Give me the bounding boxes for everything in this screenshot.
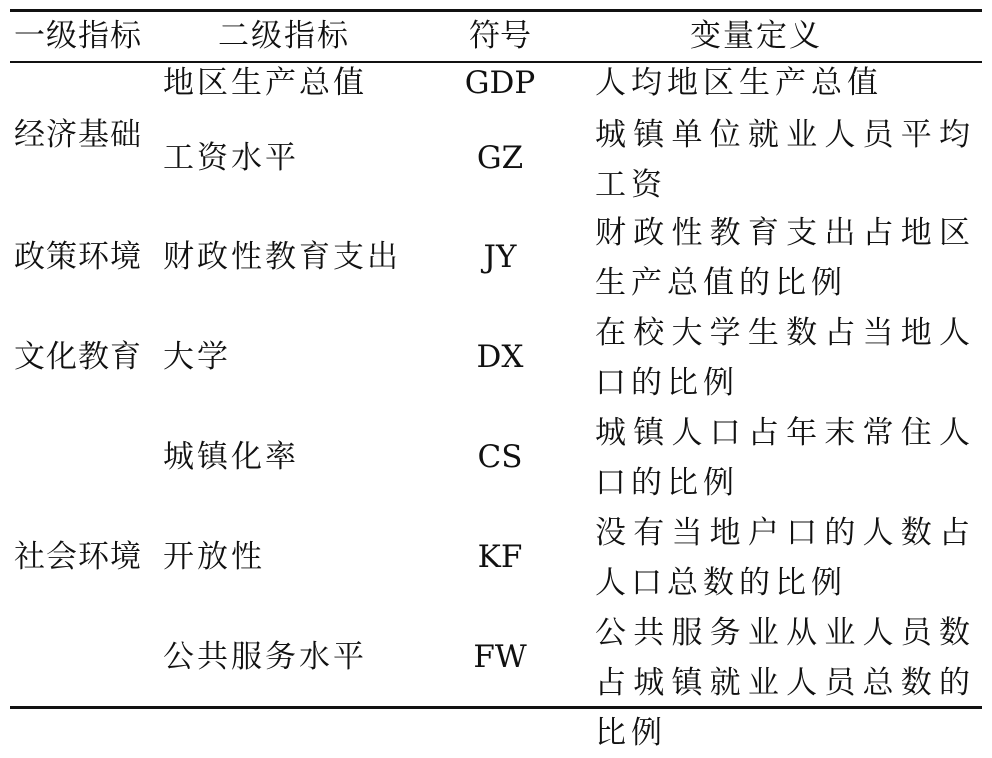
row-definition: 城镇人口占年末常住人口的比例 xyxy=(595,415,975,501)
row-definition: 在校大学生数占当地人口的比例 xyxy=(595,315,975,401)
row-level2: 公共服务水平 xyxy=(163,639,367,675)
row-symbol: KF xyxy=(477,539,523,575)
row-symbol: FW xyxy=(473,639,527,675)
group-label-culture: 文化教育 xyxy=(14,339,142,375)
row-definition: 公共服务业从业人员数占城镇就业人员总数的比例 xyxy=(595,615,975,751)
row-symbol: GDP xyxy=(464,65,536,101)
row-definition: 没有当地户口的人数占人口总数的比例 xyxy=(595,515,975,601)
row-level2: 开放性 xyxy=(163,539,265,575)
row-symbol: DX xyxy=(476,339,524,375)
row-level2: 财政性教育支出 xyxy=(163,239,401,275)
header-definition: 变量定义 xyxy=(690,18,822,54)
row-symbol: CS xyxy=(477,439,523,475)
row-level2: 工资水平 xyxy=(163,140,299,176)
row-level2: 大学 xyxy=(163,339,231,375)
header-level1: 一级指标 xyxy=(14,18,142,54)
row-level2: 地区生产总值 xyxy=(163,65,367,101)
header-level2: 二级指标 xyxy=(218,18,350,54)
group-label-policy: 政策环境 xyxy=(14,239,142,275)
row-definition: 人均地区生产总值 xyxy=(595,65,883,101)
row-definition: 财政性教育支出占地区生产总值的比例 xyxy=(595,215,975,301)
header-symbol: 符号 xyxy=(469,18,531,54)
row-symbol: JY xyxy=(483,239,517,275)
group-label-economy: 经济基础 xyxy=(14,117,142,153)
row-symbol: GZ xyxy=(476,140,524,176)
group-label-society: 社会环境 xyxy=(14,539,142,575)
row-level2: 城镇化率 xyxy=(163,439,299,475)
row-definition: 城镇单位就业人员平均工资 xyxy=(595,117,975,203)
